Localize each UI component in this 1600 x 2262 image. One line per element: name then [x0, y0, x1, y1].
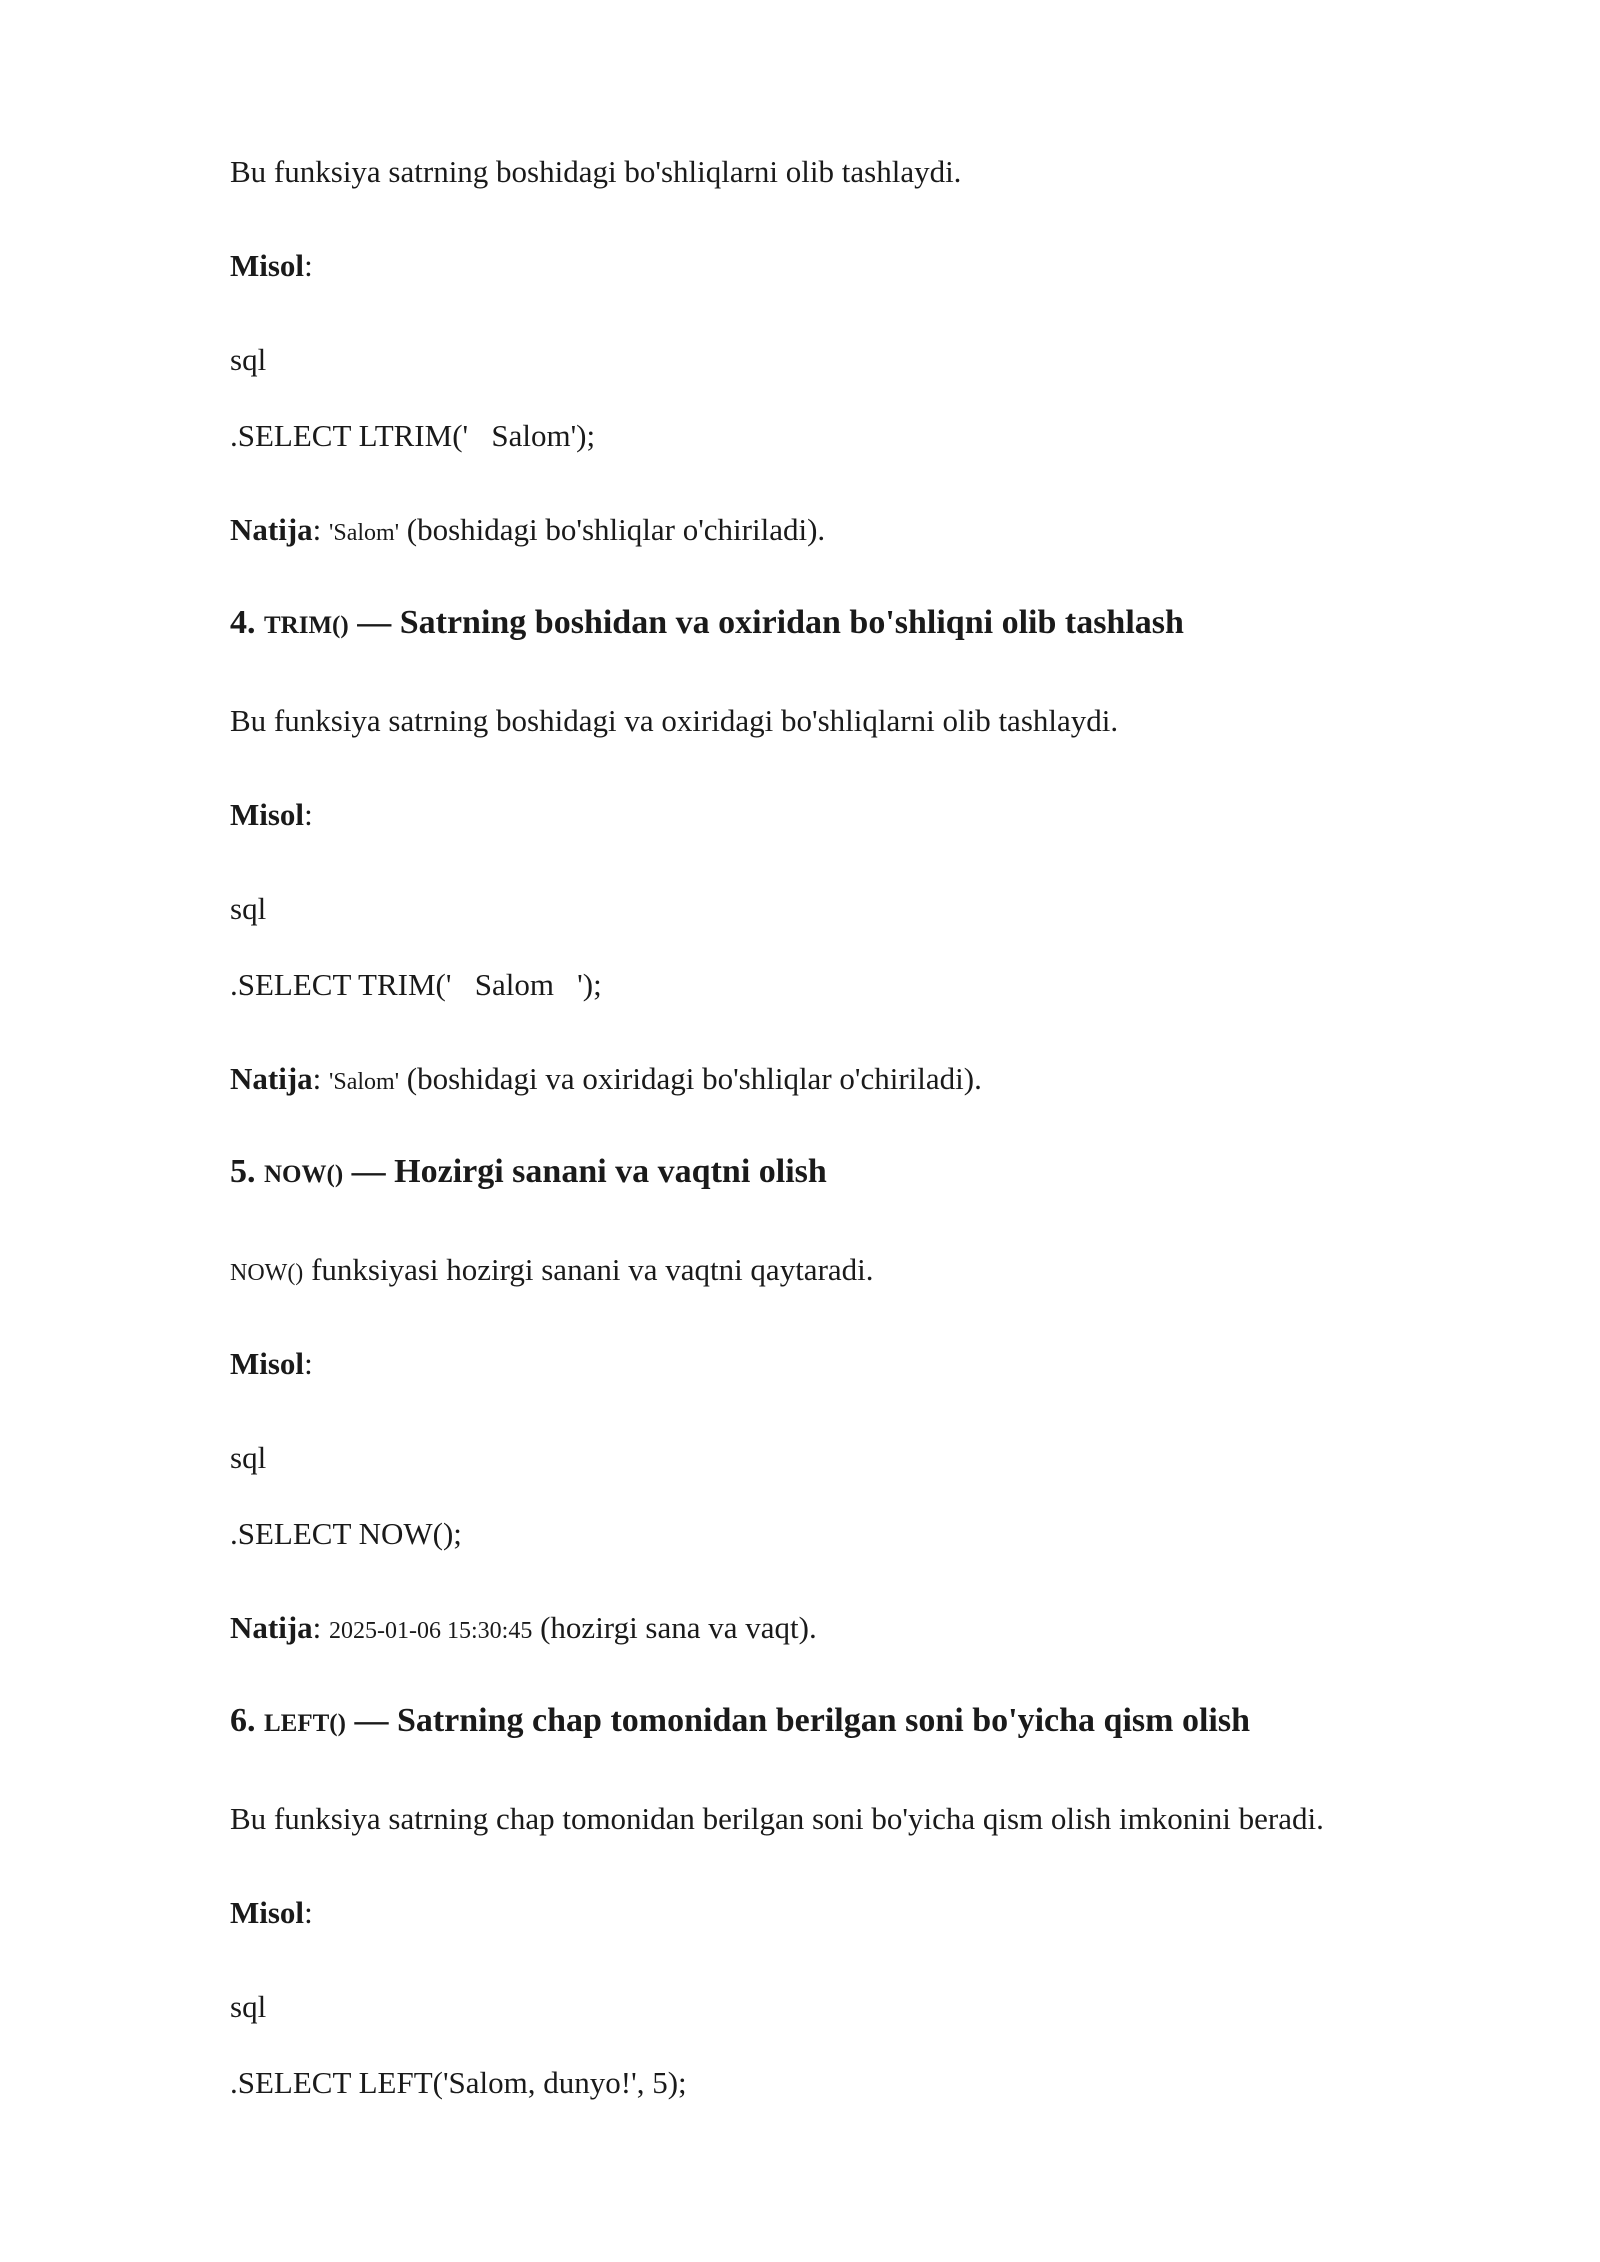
now-code: .SELECT NOW();: [230, 1516, 462, 1551]
ltrim-description: Bu funksiya satrning boshidagi bo'shliqlarni olib tashlaydi.: [230, 154, 962, 189]
trim-result-value: 'Salom': [329, 1069, 400, 1095]
ltrim-example-label: Misol:: [230, 248, 313, 283]
trim-code: .SELECT TRIM(' Salom ');: [230, 967, 602, 1002]
left-code-language: sql: [230, 1989, 267, 2024]
left-code: .SELECT LEFT('Salom, dunyo!', 5);: [230, 2065, 687, 2100]
ltrim-code-language: sql: [230, 342, 267, 377]
now-example-label: Misol:: [230, 1346, 313, 1381]
trim-code-language: sql: [230, 891, 267, 926]
now-code-language: sql: [230, 1440, 267, 1475]
now-description: NOW() funksiyasi hozirgi sanani va vaqtni qaytaradi.: [230, 1252, 874, 1287]
left-heading: 6. LEFT() — Satrning chap tomonidan berilgan soni bo'yicha qism olish: [230, 1702, 1250, 1739]
now-result-value: 2025-01-06 15:30:45: [329, 1618, 533, 1644]
trim-description: Bu funksiya satrning boshidagi va oxiridagi bo'shliqlarni olib tashlaydi.: [230, 703, 1119, 738]
trim-heading: 4. TRIM() — Satrning boshidan va oxiridan bo'shliqni olib tashlash: [230, 604, 1184, 641]
ltrim-result: Natija: 'Salom' (boshidagi bo'shliqlar o'chiriladi).: [230, 512, 826, 547]
left-example-label: Misol:: [230, 1895, 313, 1930]
left-description: Bu funksiya satrning chap tomonidan berilgan soni bo'yicha qism olish imkonini beradi.: [230, 1801, 1324, 1836]
ltrim-result-value: 'Salom': [329, 520, 400, 546]
now-heading: 5. NOW() — Hozirgi sanani va vaqtni olish: [230, 1153, 827, 1190]
trim-example-label: Misol:: [230, 797, 313, 832]
now-result: Natija: 2025-01-06 15:30:45 (hozirgi sana va vaqt).: [230, 1610, 817, 1645]
trim-result: Natija: 'Salom' (boshidagi va oxiridagi bo'shliqlar o'chiriladi).: [230, 1061, 982, 1096]
ltrim-code: .SELECT LTRIM(' Salom');: [230, 418, 596, 453]
